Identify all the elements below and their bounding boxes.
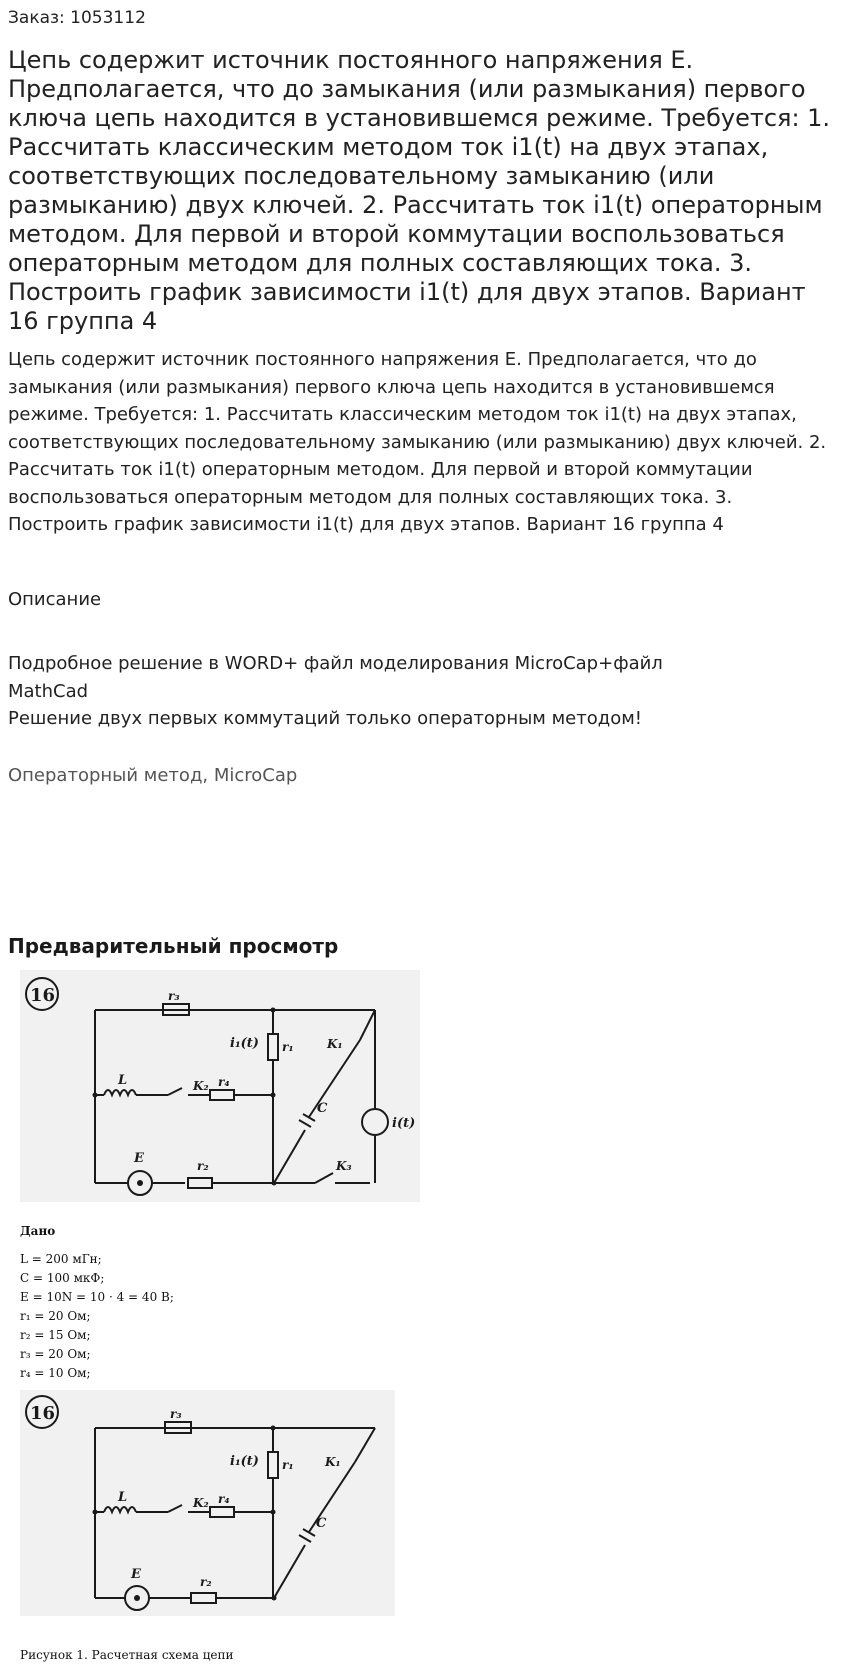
given-item: r₃ = 20 Ом;	[20, 1347, 91, 1361]
circuit-diagram-2	[20, 1390, 395, 1616]
label-source-current-1: i(t)	[392, 1116, 416, 1131]
label-r1-2: r₁	[282, 1458, 294, 1472]
label-r4-2: r₄	[218, 1492, 230, 1506]
label-k1-1: K₁	[327, 1037, 343, 1051]
given-item: r₄ = 10 Ом;	[20, 1366, 91, 1380]
circuit-diagram-1	[20, 970, 420, 1202]
given-item: E = 10N = 10 · 4 = 40 В;	[20, 1290, 174, 1304]
task-description: Цепь содержит источник постоянного напряжения E. Предполагается, что до замыкания (или размыкания) первого ключа цепь находится в установившемся режиме. Требуется: 1. Рассчитать классическим методом ток i1(t) на двух этапах, соответствующих последовательному замыканию (или размыканию) двух ключей. 2. Рассчитать ток i1(t) операторным методом. Для первой и второй коммутации воспользоваться операторным методом для полных составляющих тока. 3. Построить график зависимости i1(t) для двух этапов. Вариант 16 группа 4	[8, 349, 827, 535]
description-body	[8, 650, 708, 733]
label-e-1: E	[134, 1151, 144, 1166]
variant-badge-1: 16	[30, 985, 56, 1006]
label-c-2: C	[316, 1516, 327, 1531]
label-i1-1: i₁(t)	[230, 1036, 259, 1051]
label-k2-2: K₂	[193, 1496, 209, 1510]
body-line-2: MathCad	[8, 680, 89, 702]
label-r1-1: r₁	[282, 1040, 294, 1054]
label-r3-2: r₃	[170, 1407, 182, 1421]
body-line-1: Подробное решение в WORD+ файл моделирования MicroCap+файл	[8, 653, 663, 674]
label-r2-1: r₂	[197, 1159, 209, 1173]
given-item: C = 100 мкФ;	[20, 1271, 105, 1285]
circuit-scan-2	[20, 1390, 395, 1616]
preview-heading: Предварительный просмотр	[8, 934, 339, 958]
label-r3-1: r₃	[168, 989, 180, 1003]
given-heading: Дано	[20, 1224, 56, 1238]
label-i1-2: i₁(t)	[230, 1454, 259, 1469]
tags-line[interactable]: Операторный метод, MicroCap	[8, 765, 298, 786]
given-item: L = 200 мГн;	[20, 1252, 102, 1266]
body-line-3: Решение двух первых коммутаций только операторным методом!	[8, 708, 642, 729]
variant-badge-2: 16	[30, 1403, 56, 1424]
label-l-1: L	[118, 1073, 128, 1088]
figure-caption: Рисунок 1. Расчетная схема цепи	[20, 1648, 234, 1662]
label-l-2: L	[118, 1490, 128, 1505]
label-e-2: E	[131, 1567, 141, 1582]
page-title: Цепь содержит источник постоянного напряжения E. Предполагается, что до замыкания (или размыкания) первого ключа цепь находится в установившемся режиме. Требуется: 1. Рассчитать классическим методом ток i1(t) на двух этапах, соответствующих последовательному замыканию (или размыканию) двух ключей. 2. Рассчитать ток i1(t) операторным методом. Для первой и второй коммутации воспользоваться операторным методом для полных составляющих тока. 3. Построить график зависимости i1(t) для двух этапов. Вариант 16 группа 4	[8, 46, 831, 335]
circuit-scan-1	[20, 970, 420, 1202]
label-k3-1: K₃	[336, 1159, 352, 1173]
section-heading-description: Описание	[8, 589, 102, 610]
label-k2-1: K₂	[193, 1079, 209, 1093]
given-list	[20, 1250, 174, 1383]
given-item: r₂ = 15 Ом;	[20, 1328, 91, 1342]
label-c-1: C	[317, 1101, 328, 1116]
given-item: r₁ = 20 Ом;	[20, 1309, 91, 1323]
label-r4-1: r₄	[218, 1075, 230, 1089]
label-r2-2: r₂	[200, 1575, 212, 1589]
label-k1-2: K₁	[325, 1455, 341, 1469]
order-number: Заказ: 1053112	[8, 8, 146, 28]
